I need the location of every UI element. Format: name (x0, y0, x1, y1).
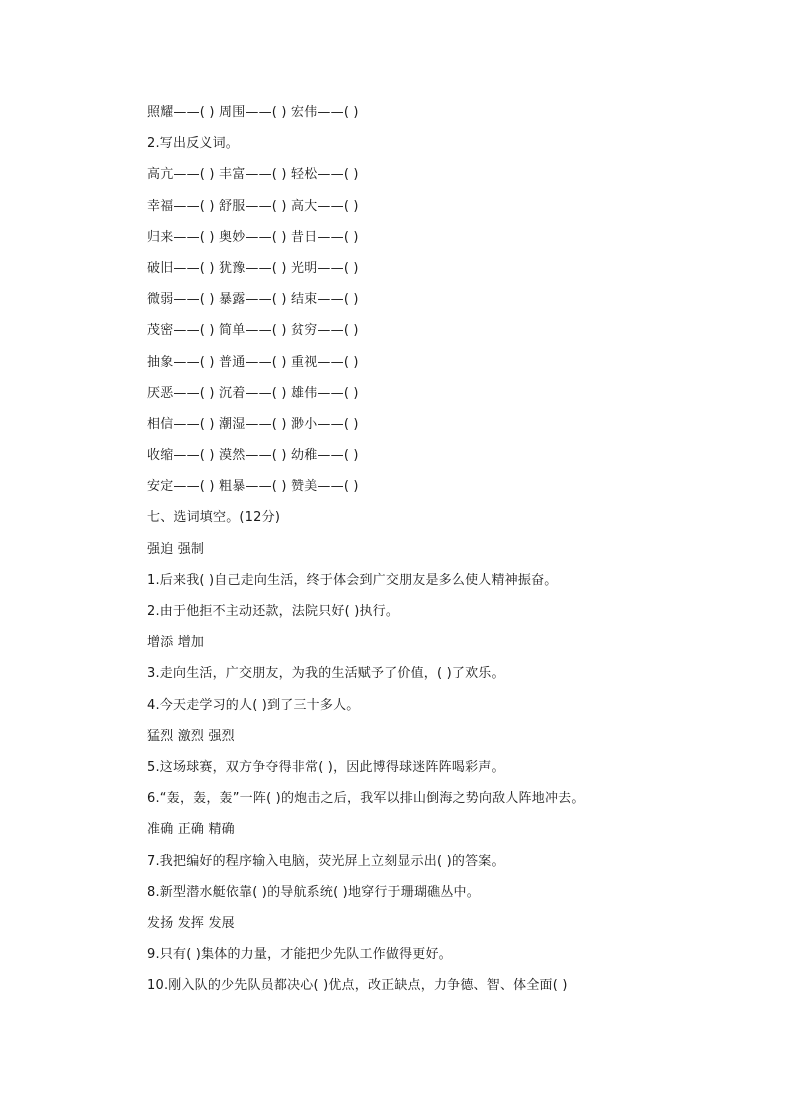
synonym-row-1: 照耀——( ) 周围——( ) 宏伟——( ) (147, 105, 359, 120)
question-5: 5.这场球赛，双方争夺得非常( )，因此博得球迷阵阵喝彩声。 (147, 759, 505, 775)
word-choice-group-2: 增添 增加 (147, 635, 205, 651)
word-choice-group-1: 强迫 强制 (147, 541, 205, 557)
antonym-row-3: 归来——( ) 奥妙——( ) 昔日——( ) (147, 229, 359, 245)
question-7: 7.我把编好的程序输入电脑，荧光屏上立刻显示出( )的答案。 (147, 853, 505, 869)
word-choice-group-5: 发扬 发挥 发展 (147, 915, 235, 931)
antonym-row-8: 厌恶——( ) 沉着——( ) 雄伟——( ) (147, 385, 359, 401)
question-3: 3.走向生活，广交朋友，为我的生活赋予了价值，( )了欢乐。 (147, 666, 505, 682)
antonym-row-11: 安定——( ) 粗暴——( ) 赞美——( ) (147, 479, 359, 495)
question-9: 9.只有( )集体的力量，才能把少先队工作做得更好。 (147, 947, 452, 963)
antonym-row-10: 收缩——( ) 漠然——( ) 幼稚——( ) (147, 448, 359, 464)
antonym-row-6: 茂密——( ) 简单——( ) 贫穷——( ) (147, 323, 359, 339)
antonym-row-9: 相信——( ) 潮湿——( ) 渺小——( ) (147, 416, 359, 432)
antonym-row-2: 幸福——( ) 舒服——( ) 高大——( ) (147, 198, 359, 214)
question-10: 10.刚入队的少先队员都决心( )优点，改正缺点，力争德、智、体全面( ) (147, 978, 568, 994)
question-1: 1.后来我( )自己走向生活，终于体会到广交朋友是多么使人精神振奋。 (147, 572, 558, 588)
question-6: 6.“轰，轰，轰”一阵( )的炮击之后，我军以排山倒海之势向敌人阵地冲去。 (147, 791, 585, 807)
antonym-row-7: 抽象——( ) 普通——( ) 重视——( ) (147, 354, 359, 370)
antonym-question-heading: 2.写出反义词。 (147, 136, 240, 152)
word-choice-group-4: 准确 正确 精确 (147, 822, 235, 838)
section-seven-heading: 七、选词填空。(12分) (147, 510, 281, 526)
antonym-row-5: 微弱——( ) 暴露——( ) 结束——( ) (147, 292, 359, 308)
antonym-row-1: 高亢——( ) 丰富——( ) 轻松——( ) (147, 167, 359, 183)
question-2: 2.由于他拒不主动还款，法院只好( )执行。 (147, 604, 400, 619)
antonym-row-4: 破旧——( ) 犹豫——( ) 光明——( ) (147, 260, 359, 276)
question-8: 8.新型潜水艇依靠( )的导航系统( )地穿行于珊瑚礁丛中。 (147, 884, 480, 900)
word-choice-group-3: 猛烈 激烈 强烈 (147, 728, 235, 744)
question-4: 4.今天走学习的人( )到了三十多人。 (147, 697, 360, 713)
worksheet-page (147, 97, 747, 1001)
